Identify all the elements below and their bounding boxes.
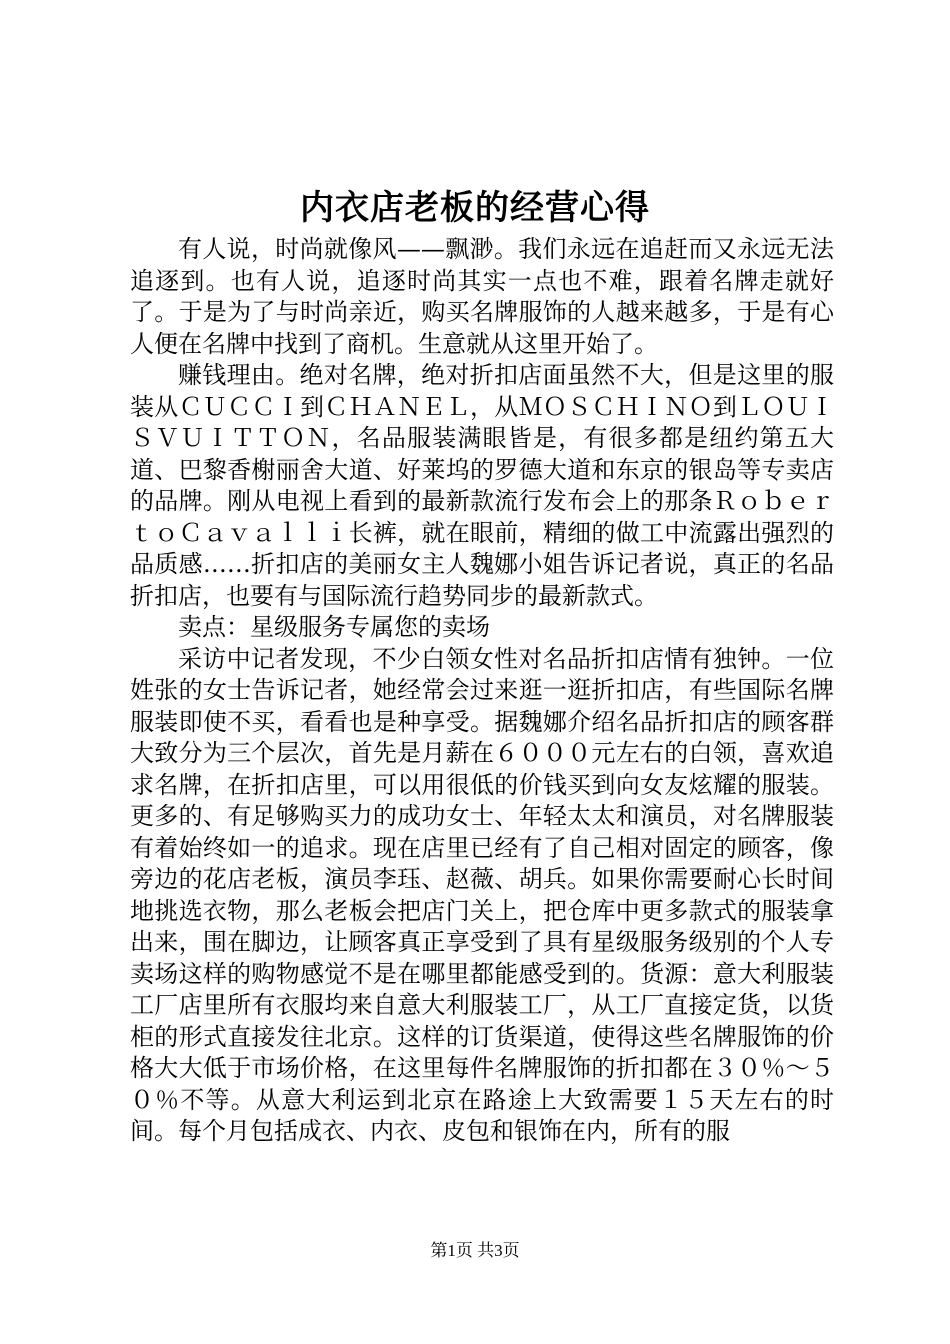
document-title: 内衣店老板的经营心得 bbox=[300, 188, 650, 228]
page-number: 第1页 共3页 bbox=[430, 1241, 520, 1260]
paragraph-interview: 采访中记者发现，不少白领女性对名品折扣店情有独钟。一位姓张的女士告诉记者，她经常会过来逛一逛折扣店，有些国际名牌服装即使不买，看看也是种享受。据魏娜介绍名品折扣店的顾客群大致分为三个层次，首先是月薪在６０００元左右的白领，喜欢追求名牌，在折扣店里，可以用很低的价钱买到向女友炫耀的服装。更多的、有足够购买力的成功女士、年轻太太和演员，对名牌服装有着始终如一的追求。现在店里已经有了自己相对固定的顾客，像旁边的花店老板，演员李珏、赵薇、胡兵。如果你需要耐心长时间地挑选衣物，那么老板会把店门关上，把仓库中更多款式的服装拿出来，围在脚边，让顾客真正享受到了具有星级服务级别的个人专卖场这样的购物感觉不是在哪里都能感受到的。货源：意大利服装工厂店里所有衣服均来自意大利服装工厂，从工厂直接定货，以货柜的形式直接发往北京。这样的订货渠道，使得这些名牌服饰的价格大大低于市场价格，在这里每件名牌服饰的折扣都在３０％～５０％不等。从意大利运到北京在路途上大致需要１５天左右的时间。每个月包括成衣、内衣、皮包和银饰在内，所有的服 bbox=[130, 644, 834, 1145]
paragraph-reason: 赚钱理由。绝对名牌，绝对折扣店面虽然不大，但是这里的服装从ＣＵＣＣＩ到ＣＨＡＮＥＬ，从ＭＯＳＣＨＩＮＯ到ＬＯＵＩＳＶＵＩＴＴＯＮ，名品服装满眼皆是，有很多都是纽约第五大道、巴黎香榭丽舍大道、好莱坞的罗德大道和东京的银岛等专卖店的品牌。刚从电视上看到的最新款流行发布会上的那条ＲｏｂｅｒｔｏＣａｖａｌｌｉ长裤，就在眼前，精细的做工中流露出强烈的品质感……折扣店的美丽女主人魏娜小姐告诉记者说，真正的名品折扣店，也要有与国际流行趋势同步的最新款式。 bbox=[130, 361, 834, 610]
paragraph-heading-selling-point: 卖点：星级服务专属您的卖场 bbox=[178, 613, 490, 641]
paragraph-intro: 有人说，时尚就像风——飘渺。我们永远在追赶而又永远无法追逐到。也有人说，追逐时尚其实一点也不难，跟着名牌走就好了。于是为了与时尚亲近，购买名牌服饰的人越来越多，于是有心人便在名牌中找到了商机。生意就从这里开始了。 bbox=[130, 235, 834, 358]
document-body bbox=[130, 234, 834, 1148]
